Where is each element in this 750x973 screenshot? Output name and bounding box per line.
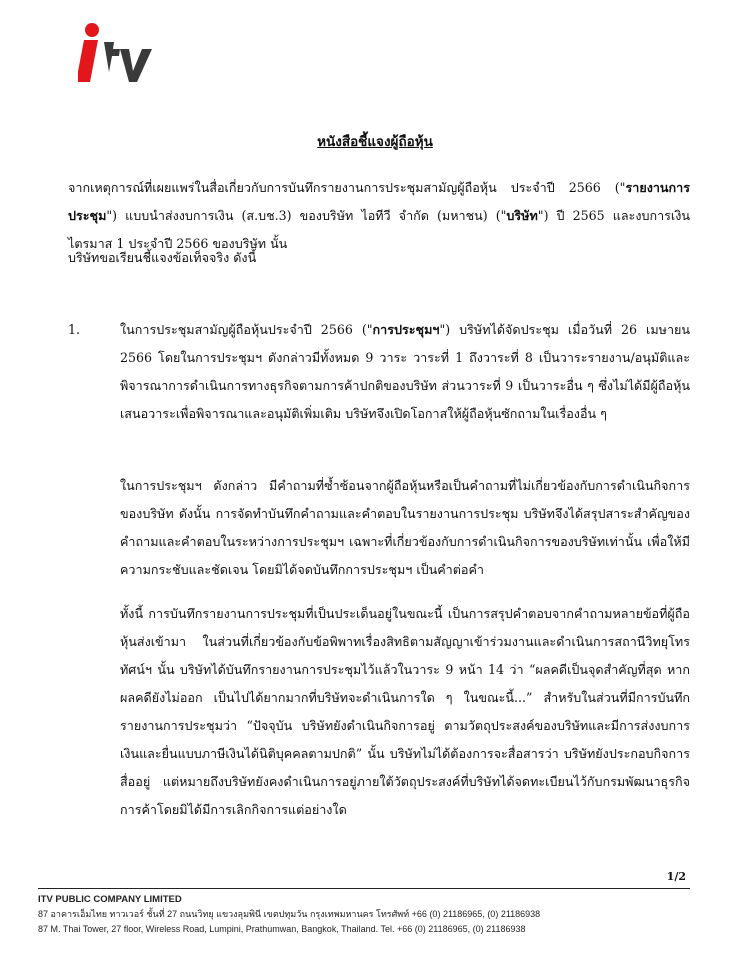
intro-bold-report: รายงานการประชุม: [68, 180, 690, 223]
itv-logo: [78, 22, 158, 84]
item1-p1-bold: การประชุมฯ: [372, 322, 440, 337]
footer-divider: [38, 888, 690, 889]
intro-text-1: จากเหตุการณ์ที่เผยแพร่ในสื่อเกี่ยวกับการบันทึกรายงานการประชุมสามัญผู้ถือหุ้น ประจำปี 2566 (": [68, 180, 626, 195]
page-number: 1/2: [666, 870, 686, 883]
itv-logo-graphic: [78, 22, 158, 84]
item1-paragraph-2: ในการประชุมฯ ดังกล่าว มีคำถามที่ซ้ำซ้อนจากผู้ถือหุ้นหรือเป็นคำถามที่ไม่เกี่ยวข้องกับการดำเนินกิจการของบริษัท ดังนั้น การจัดทำบันทึกคำถามและคำตอบในรายงานการประชุม บริษัทจึงได้สรุปสาระสำคัญของคำถามและคำตอบในระหว่างการประชุมฯ เฉพาะที่เกี่ยวข้องกับการดำเนินกิจการของบริษัทเท่านั้น เพื่อให้มีความกระชับและชัดเจน โดยมิได้จดบันทึกการประชุมฯ เป็นคำต่อคำ: [120, 478, 690, 577]
item1-paragraph-3: ทั้งนี้ การบันทึกรายงานการประชุมที่เป็นประเด็นอยู่ในขณะนี้ เป็นการสรุปคำตอบจากคำถามหลายข้อที่ผู้ถือหุ้นส่งเข้ามา ในส่วนที่เกี่ยวข้องกับข้อพิพาทเรื่องสิทธิตามสัญญาเข้าร่วมงานและดำเนินการสถานีวิทยุโทรทัศน์ฯ นั้น บริษัทได้บันทึกรายงานการประชุมไว้แล้วในวาระ 9 หน้า 14 ว่า “ผลคดีเป็นจุดสำคัญที่สุด หากผลคดียังไม่ออก เป็นไปได้ยากมากที่บริษัทจะดำเนินการใด ๆ ในขณะนี้...” สำหรับในส่วนที่มีการบันทึกรายงานการประชุมว่า “ปัจจุบัน บริษัทยังดำเนินกิจการอยู่ ตามวัตถุประสงค์ของบริษัทและมีการส่งงบการเงินและยื่นแบบภาษีเงินได้นิติบุคคลตามปกติ” นั้น บริษัทไม่ได้ต้องการจะสื่อสารว่า บริษัทยังประกอบกิจการสื่ออยู่ แต่หมายถึงบริษัทยังคงดำเนินการอยู่ภายใต้วัตถุประสงค์ที่บริษัทได้จดทะเบียนไว้กับกรมพัฒนาธุรกิจการค้าโดยมิได้มีการเลิกกิจการแต่อย่างใด: [120, 606, 690, 817]
document-title-text: หนังสือชี้แจงผู้ถือหุ้น: [317, 134, 433, 150]
item1-p1-text-1: ในการประชุมสามัญผู้ถือหุ้นประจำปี 2566 (": [120, 322, 373, 337]
declaration-line: บริษัทขอเรียนชี้แจงข้อเท็จจริง ดังนี้: [68, 250, 257, 265]
intro-text-3: ") ปี 2565 และงบการเงินไตรมาส 1 ประจำปี 2566 ของบริษัท นั้น: [68, 208, 690, 251]
footer-address-english: 87 M. Thai Tower, 27 floor, Wireless Road, Lumpini, Prathumwan, Bangkok, Thailand. Tel. +66 (0) 21186965, (0) 21186938: [38, 924, 526, 934]
footer-company-name: ITV PUBLIC COMPANY LIMITED: [38, 894, 182, 905]
intro-bold-company: บริษัท: [506, 208, 538, 223]
footer: [38, 892, 708, 937]
intro-text-2: ") แบบนำส่งงบการเงิน (ส.บช.3) ของบริษัท ไอทีวี จำกัด (มหาชน) (": [106, 208, 507, 223]
footer-address-thai: 87 อาคารเอ็มไทย ทาวเวอร์ ชั้นที่ 27 ถนนวิทยุ แขวงลุมพินี เขตปทุมวัน กรุงเทพมหานคร โทรศัพท์ +66 (0) 21186965, (0) 21186938: [38, 909, 541, 919]
item-number: 1.: [68, 322, 81, 337]
item1-paragraph-1: [120, 316, 690, 428]
document-title: [0, 132, 750, 152]
item1-p1-text-2: ") บริษัทได้จัดประชุม เมื่อวันที่ 26 เมษายน 2566 โดยในการประชุมฯ ดังกล่าวมีทั้งหมด 9 วาระ วาระที่ 1 ถึงวาระที่ 8 เป็นวาระรายงาน/อนุมัติและพิจารณาการดำเนินการทางธุรกิจตามการค้าปกติของบริษัท ส่วนวาระที่ 9 เป็นวาระอื่น ๆ ซึ่งไม่ได้มีผู้ถือหุ้นเสนอวาระเพื่อพิจารณาและอนุมัติเพิ่มเติม บริษัทจึงเปิดโอกาสให้ผู้ถือหุ้นซักถามในเรื่องอื่น ๆ: [120, 322, 691, 421]
